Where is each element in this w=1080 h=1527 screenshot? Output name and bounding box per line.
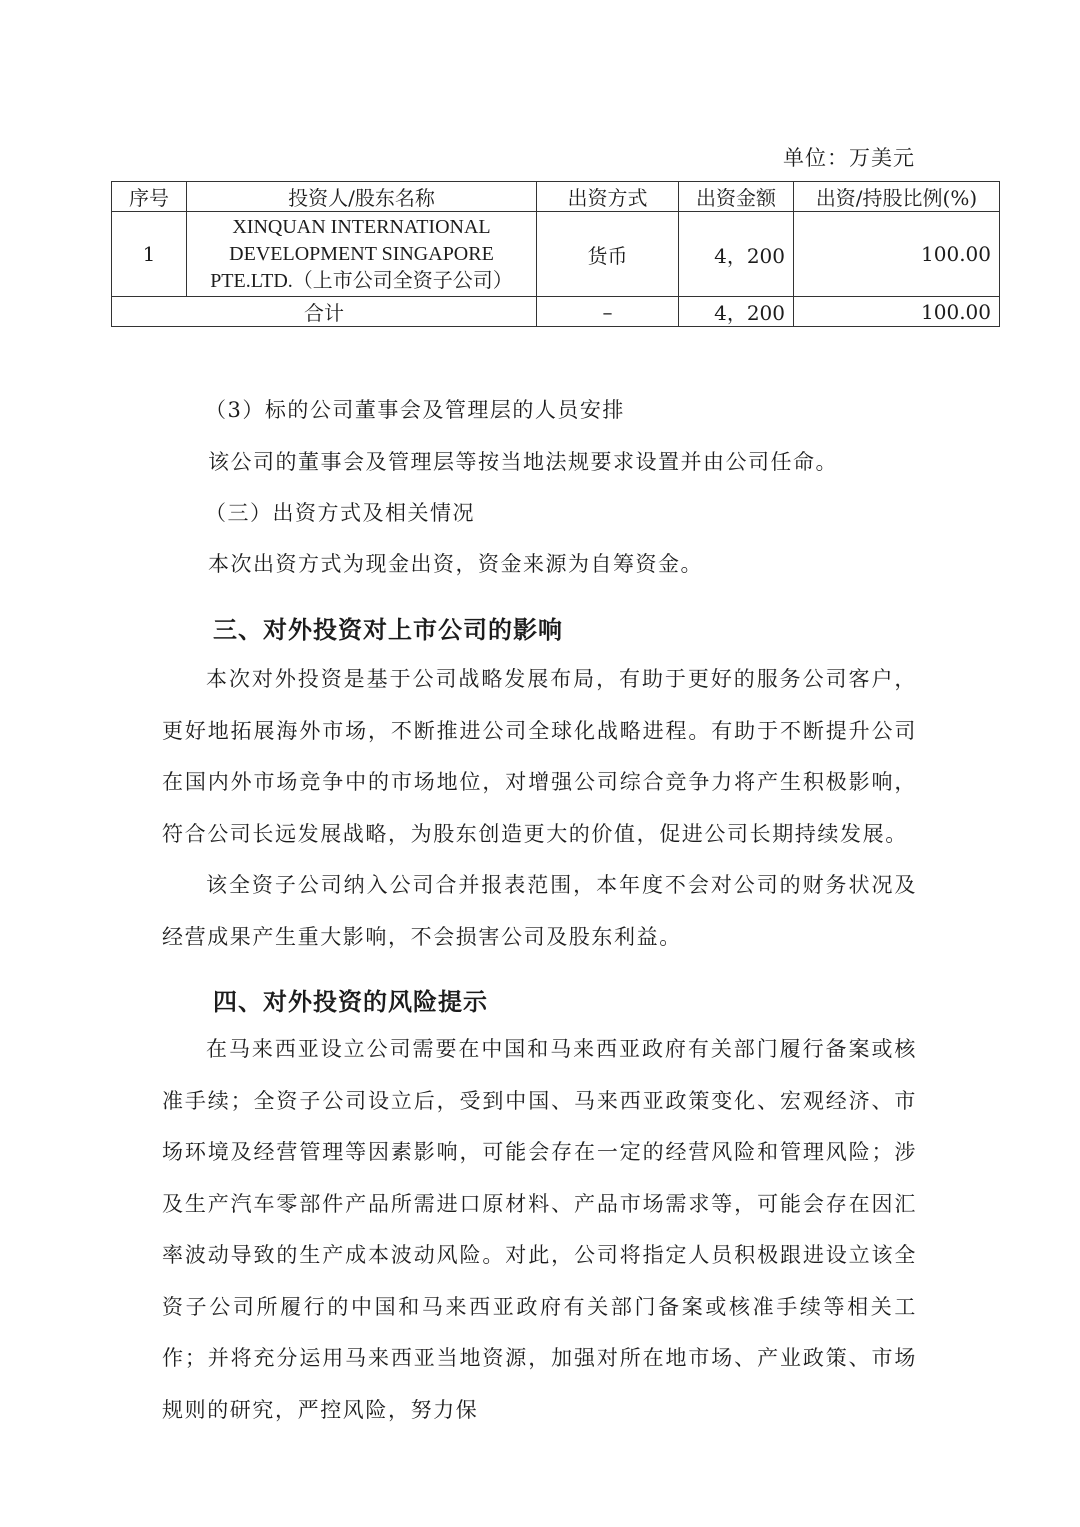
table-header-row [112,182,1000,212]
subsection-title: （3）标的公司董事会及管理层的人员安排 [205,398,625,422]
total-amount: 4，200 [679,297,794,327]
paragraph: 该公司的董事会及管理层等按当地法规要求设置并由公司任命。 [208,450,838,474]
section-heading: 四、对外投资的风险提示 [213,988,488,1016]
paragraph: 本次出资方式为现金出资，资金来源为自筹资金。 [208,552,703,576]
cell-method: 货币 [537,212,679,297]
investor-name-line: PTE.LTD.（上市公司全资子公司） [210,269,513,292]
total-ratio: 100.00 [794,297,1000,327]
unit-label: 单位：万美元 [783,146,915,170]
header-ratio: 出资/持股比例(%) [794,182,1000,212]
total-label: 合计 [112,297,537,327]
investment-table [111,181,1000,327]
paragraph: 本次对外投资是基于公司战略发展布局，有助于更好的服务公司客户，更好地拓展海外市场，不断推进公司全球化战略进程。有助于不断提升公司在国内外市场竞争中的市场地位，对增强公司综合竞争力将产生积极影响，符合公司长远发展战略，为股东创造更大的价值，促进公司长期持续发展。 [162,667,917,846]
header-no: 序号 [112,182,187,212]
section-heading: 三、对外投资对上市公司的影响 [213,616,563,644]
table-row [112,212,1000,297]
header-method: 出资方式 [537,182,679,212]
investor-name-line: XINQUAN INTERNATIONAL [232,215,491,238]
paragraph: 该全资子公司纳入公司合并报表范围，本年度不会对公司的财务状况及经营成果产生重大影响，不会损害公司及股东利益。 [162,873,917,949]
investor-name-line: DEVELOPMENT SINGAPORE [229,242,494,265]
cell-amount: 4，200 [679,212,794,297]
paragraph: 在马来西亚设立公司需要在中国和马来西亚政府有关部门履行备案或核准手续；全资子公司设立后，受到中国、马来西亚政策变化、宏观经济、市场环境及经营管理等因素影响，可能会存在一定的经营风险和管理风险；涉及生产汽车零部件产品所需进口原材料、产品市场需求等，可能会存在因汇率波动导致的生产成本波动风险。对此，公司将指定人员积极跟进设立该全资子公司所履行的中国和马来西亚政府有关部门备案或核准手续等相关工作；并将充分运用马来西亚当地资源，加强对所在地市场、产业政策、市场规则的研究，严控风险，努力保 [162,1037,917,1422]
header-investor-name: 投资人/股东名称 [187,182,537,212]
table-total-row [112,297,1000,327]
header-amount: 出资金额 [679,182,794,212]
cell-no: 1 [112,212,187,297]
subsection-title: （三）出资方式及相关情况 [205,501,475,525]
total-method: – [537,297,679,327]
cell-ratio: 100.00 [794,212,1000,297]
cell-investor-name [187,212,537,297]
